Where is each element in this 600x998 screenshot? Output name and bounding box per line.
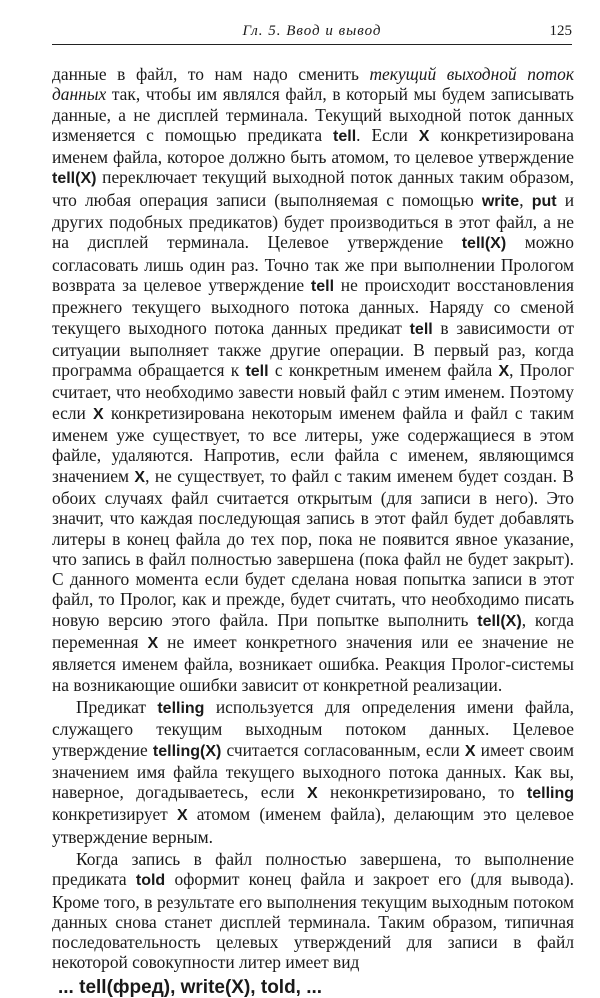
- text-run: , не существует, то файл с таким именем будет создан. В обоих случаях файл считается открытым (для записи в него). Это значит, что каждая последующая запись в этот файл будет добавлять литеры в конец файла до тех пор, пока не появится явное указание, что запись в файл полностью завершена (пока файл не будет закрыт). С данного момента если будет сделана новая попытка записи в этот файл, то Пролог, как и прежде, будет считать, что необходимо писать новую версию этого файла. При попытке выполнить: [52, 465, 574, 630]
- text-run: переключает текущий выходной поток данных таким образом, что любая операция записи (выполняемая с помощью: [52, 167, 574, 210]
- predicate-name: X: [498, 363, 510, 381]
- emphasis-text: текущий выходной поток данных: [52, 64, 574, 105]
- body-text: [52, 64, 574, 998]
- predicate-name: put: [531, 192, 557, 210]
- text-run: конкретизирует: [52, 804, 177, 825]
- predicate-name: tell(X): [461, 235, 507, 253]
- text-run: можно согласовать лишь один раз. Точно так же при выполнении Прологом возврата за целевое утверждение: [52, 232, 574, 295]
- predicate-name: write: [481, 192, 520, 210]
- text-run: , Пролог считает, что необходимо завести новый файл с этим именем. Поэтому если: [52, 360, 574, 423]
- text-run: неконкретизировано, то: [317, 782, 527, 803]
- text-run: , когда переменная: [52, 609, 574, 653]
- text-run: ,: [519, 189, 532, 210]
- text-run: . Если: [356, 124, 419, 145]
- predicate-name: X: [306, 785, 318, 803]
- predicate-name: X: [418, 127, 430, 145]
- predicate-name: X: [176, 807, 188, 825]
- text-run: Предикат: [76, 696, 158, 717]
- predicate-name: telling(X): [152, 742, 222, 760]
- text-run: считается согласованным, если: [221, 739, 465, 760]
- predicate-name: tell(X): [52, 170, 97, 188]
- text-run: имеет своим значением имя файла текущего выходного потока данных. Как вы, наверное, догадываетесь, если: [52, 739, 574, 803]
- code-example: ... tell(фред), write(X), told, ...: [58, 976, 323, 998]
- text-run: с конкретным именем файла: [268, 360, 499, 381]
- text-run: так, чтобы им являлся файл, в который мы будем записывать данные, а не дисплей терминала. Текущий выходной поток данных изменяется с помощью предиката: [52, 84, 574, 145]
- paragraph-told: [52, 849, 574, 973]
- predicate-name: X: [134, 468, 146, 486]
- predicate-name: X: [464, 742, 476, 760]
- text-run: данные в файл, то нам надо сменить: [52, 64, 370, 84]
- text-run: конкретизирована некоторым именем файла и файл с таким именем уже существует, то все литеры, уже содержащиеся в этом файле, удаляются. Напротив, если файла с именем, являющимся значением: [52, 402, 574, 486]
- predicate-name: X: [147, 635, 159, 653]
- text-run: атомом (именем файла), делающим это целевое утверждение верным.: [52, 804, 574, 847]
- predicate-name: telling: [526, 785, 575, 803]
- predicate-name: tell: [409, 320, 433, 338]
- text-run: и других подобных предикатов) будет производиться в этот файл, а не на дисплей терминала. Целевое утверждение: [52, 189, 574, 253]
- text-run: не имеет конкретного значения или ее значение не является именем файла, возникает ошибка. Реакция Пролог-системы на возникающие ошибки зависит от конкретной реализации.: [52, 632, 574, 695]
- predicate-name: tell: [245, 363, 269, 381]
- text-run: Когда запись в файл полностью завершена, то выполнение предиката: [52, 848, 574, 890]
- predicate-name: telling: [157, 699, 205, 717]
- page-number: 125: [549, 23, 572, 39]
- text-run: конкретизирована именем файла, которое должно быть атомом, то целевое утверждение: [52, 124, 575, 168]
- predicate-name: told: [135, 872, 166, 890]
- running-head: [52, 20, 572, 45]
- predicate-name: tell: [333, 127, 357, 145]
- predicate-name: X: [93, 405, 104, 423]
- text-run: в зависимости от ситуации выполняет также другие операции. В первый раз, когда программа обращается к: [52, 317, 574, 381]
- chapter-title: Гл. 5. Ввод и вывод: [242, 23, 382, 39]
- text-run: не происходит восстановления прежнего текущего выходного потока данных. Наряду со сменой текущего выходного потока данных предикат: [52, 274, 574, 338]
- paragraph-tell: [52, 64, 574, 695]
- predicate-name: tell: [310, 277, 335, 295]
- text-run: используется для определения имени файла, служащего текущим выходным потоком данных. Целевое утверждение: [52, 696, 574, 760]
- paragraph-telling: [52, 697, 574, 847]
- text-run: оформит конец файла и закроет его (для вывода). Кроме того, в результате его выполнения текущим выходным потоком данных снова станет дисплей терминала. Таким образом, типичная последовательность целевых утверждений для записи в файл некоторой совокупности литер имеет вид: [52, 869, 574, 973]
- predicate-name: tell(X): [477, 612, 522, 630]
